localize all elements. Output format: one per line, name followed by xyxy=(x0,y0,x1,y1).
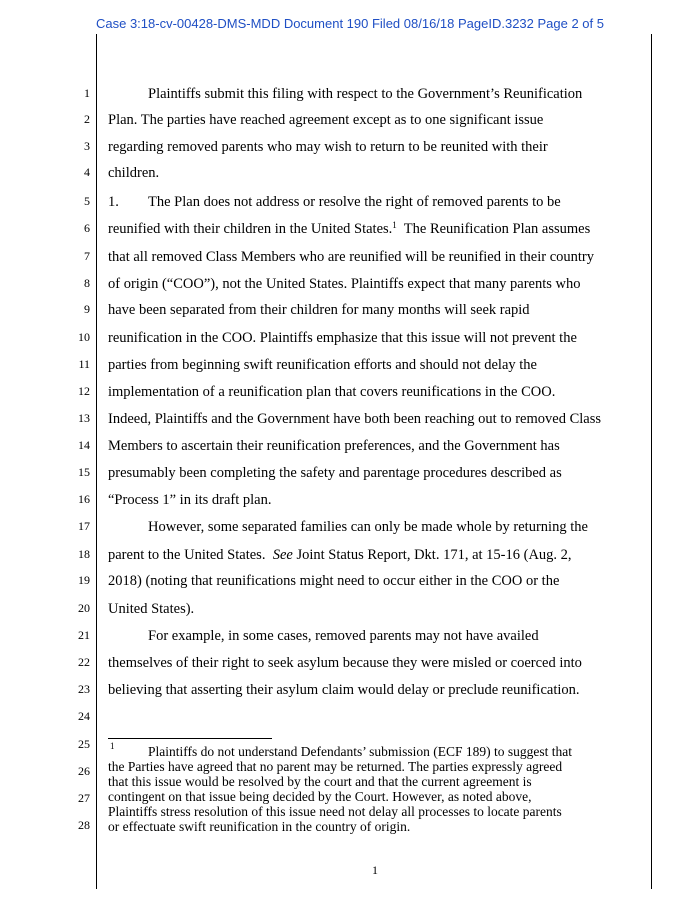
line-number: 27 xyxy=(78,791,90,805)
line-number: 20 xyxy=(78,601,90,615)
body-line: “Process 1” in its draft plan. xyxy=(108,492,272,508)
body-line: presumably been completing the safety and parentage procedures described as xyxy=(108,465,562,481)
page-number: 1 xyxy=(372,863,378,877)
body-line: However, some separated families can only be made whole by returning the xyxy=(148,519,588,535)
body-line: believing that asserting their asylum claim would delay or preclude reunification. xyxy=(108,682,580,698)
line-number: 9 xyxy=(84,302,90,316)
footnote-line: that this issue would be resolved by the court and that the current agreement is xyxy=(108,774,532,789)
line-number: 6 xyxy=(84,221,90,235)
body-line: The Plan does not address or resolve the right of removed parents to be xyxy=(148,194,561,210)
footnote-line: Plaintiffs do not understand Defendants’ submission (ECF 189) to suggest that xyxy=(148,744,572,759)
body-line: themselves of their right to seek asylum because they were misled or coerced into xyxy=(108,655,582,671)
line-number: 10 xyxy=(78,330,90,344)
body-line: Indeed, Plaintiffs and the Government have both been reaching out to removed Class xyxy=(108,411,601,427)
footnote-mark: 1 xyxy=(110,741,115,751)
footnote-line: Plaintiffs stress resolution of this issue need not delay all processes to locate parents xyxy=(108,804,562,819)
body-line: Plan. The parties have reached agreement except as to one significant issue xyxy=(108,112,544,128)
footnote-separator xyxy=(108,738,272,739)
body-text: Joint Status Report, Dkt. 171, at 15-16 (Aug. 2, xyxy=(292,547,572,563)
line-number: 4 xyxy=(84,165,90,179)
body-line: children. xyxy=(108,165,160,181)
line-number: 3 xyxy=(84,139,90,153)
line-number: 5 xyxy=(84,194,90,208)
body-line: have been separated from their children for many months will seek rapid xyxy=(108,302,530,318)
body-text: parent to the United States. xyxy=(108,547,273,563)
line-number: 23 xyxy=(78,682,90,696)
line-number: 15 xyxy=(78,465,90,479)
body-line: 2018) (noting that reunifications might need to occur either in the COO or the xyxy=(108,573,560,589)
body-line: of origin (“COO”), not the United States. Plaintiffs expect that many parents who xyxy=(108,276,581,292)
body-line: Members to ascertain their reunification preferences, and the Government has xyxy=(108,438,560,454)
paragraph-number: 1. xyxy=(108,194,119,210)
body-line: United States). xyxy=(108,601,195,617)
line-number: 11 xyxy=(78,357,90,371)
body-line: that all removed Class Members who are reunified will be reunified in their country xyxy=(108,249,595,265)
line-number: 12 xyxy=(78,384,90,398)
body-line: implementation of a reunification plan that covers reunifications in the COO. xyxy=(108,384,556,400)
line-number: 8 xyxy=(84,276,90,290)
body-line: regarding removed parents who may wish to return to be reunited with their xyxy=(108,139,548,155)
line-number: 18 xyxy=(78,547,90,561)
body-line: Plaintiffs submit this filing with respect to the Government’s Reunification xyxy=(148,86,583,102)
body-line: For example, in some cases, removed parents may not have availed xyxy=(148,628,539,644)
footnote-line: contingent on that issue being decided by the Court. However, as noted above, xyxy=(108,789,532,804)
body-text: reunified with their children in the United States. xyxy=(108,221,393,237)
line-number: 16 xyxy=(78,492,90,506)
line-number: 22 xyxy=(78,655,90,669)
body-line: parties from beginning swift reunification efforts and should not delay the xyxy=(108,357,537,373)
line-number: 28 xyxy=(78,818,90,832)
line-number: 2 xyxy=(84,112,90,126)
line-number: 24 xyxy=(78,709,90,723)
line-number: 7 xyxy=(84,249,90,263)
line-number: 25 xyxy=(78,737,90,751)
footnote-ref: 1 xyxy=(392,220,397,230)
line-number: 19 xyxy=(78,573,90,587)
line-number: 13 xyxy=(78,411,90,425)
line-number: 21 xyxy=(78,628,90,642)
line-number: 26 xyxy=(78,764,90,778)
line-number: 14 xyxy=(78,438,90,452)
footnote-line: or effectuate swift reunification in the country of origin. xyxy=(108,819,411,834)
right-margin-rule xyxy=(651,34,652,889)
line-number: 17 xyxy=(78,519,90,533)
left-margin-rule xyxy=(96,34,97,889)
body-line xyxy=(108,221,590,237)
line-number: 1 xyxy=(84,86,90,100)
citation-signal: See xyxy=(272,547,293,563)
case-header: Case 3:18-cv-00428-DMS-MDD Document 190 Filed 08/16/18 PageID.3232 Page 2 of 5 xyxy=(95,16,604,31)
body-text: The Reunification Plan assumes xyxy=(396,221,591,237)
footnote-line: the Parties have agreed that no parent may be returned. The parties expressly agreed xyxy=(108,759,563,774)
body-line: reunification in the COO. Plaintiffs emphasize that this issue will not prevent the xyxy=(108,330,577,346)
body-line xyxy=(108,547,572,563)
